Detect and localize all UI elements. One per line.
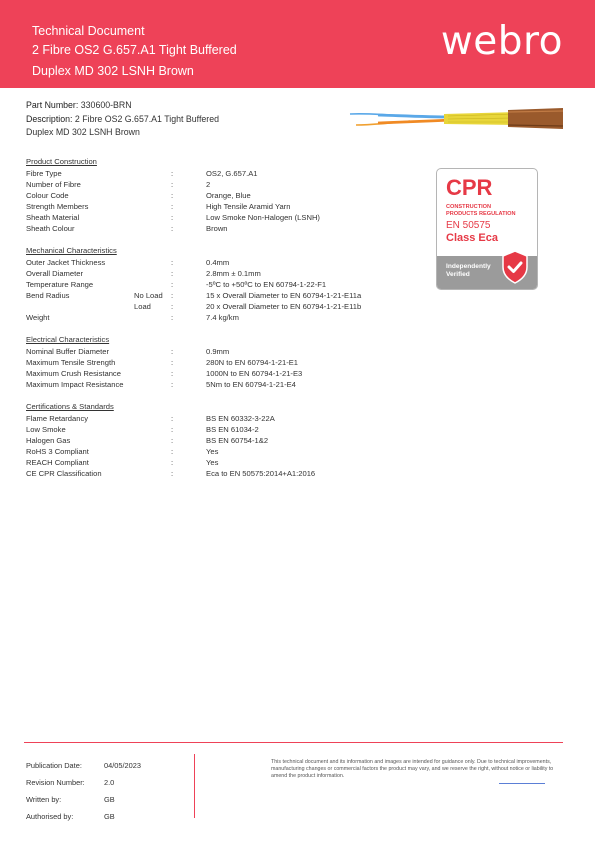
colon: :: [171, 414, 174, 423]
spec-value: Yes: [206, 447, 219, 456]
footer-vertical-divider: [194, 754, 195, 818]
colon: :: [171, 447, 174, 456]
description-line2: Duplex MD 302 LSNH Brown: [26, 127, 140, 137]
colon: :: [171, 469, 174, 478]
colon: :: [171, 169, 174, 178]
spec-value: High Tensile Aramid Yarn: [206, 202, 291, 211]
spec-key: Low Smoke: [26, 425, 66, 434]
spec-row: [26, 312, 239, 323]
cpr-standard: EN 50575: [446, 220, 491, 231]
spec-row: [26, 357, 299, 368]
spec-row: [26, 268, 261, 279]
spec-key: Colour Code: [26, 191, 69, 200]
colon: :: [171, 380, 174, 389]
spec-row: [26, 301, 362, 312]
spec-value: 280N to EN 60794-1-21-E1: [206, 358, 299, 367]
disclaimer: This technical document and its information and images are intended for guidance only. Due to technical improvements, manufacturing changes or commercial factors the product may vary, and we reserve the right, without notice or liability to amend the product information.: [271, 759, 554, 780]
cpr-subtitle: [446, 204, 516, 218]
spec-key: Number of Fibre: [26, 180, 81, 189]
spec-row: [26, 179, 211, 190]
written-value: GB: [104, 795, 115, 804]
spec-row: [26, 190, 251, 201]
spec-value: -5ºC to +50ºC to EN 60794-1-22-F1: [206, 280, 327, 289]
spec-key: Maximum Tensile Strength: [26, 358, 116, 367]
colon: :: [171, 180, 174, 189]
cpr-subtitle-line1: CONSTRUCTION: [446, 204, 492, 210]
section-title: Product Construction: [26, 157, 97, 166]
revision-value: 2.0: [104, 778, 115, 787]
cable-image: [348, 103, 563, 135]
spec-row: [26, 446, 219, 457]
spec-row: [26, 368, 303, 379]
section-title: Electrical Characteristics: [26, 335, 110, 344]
colon: :: [171, 369, 174, 378]
spec-key: Sheath Material: [26, 213, 80, 222]
spec-value: Brown: [206, 224, 228, 233]
spec-key: Maximum Impact Resistance: [26, 380, 124, 389]
colon: :: [171, 202, 174, 211]
cpr-verified-text: [446, 263, 491, 279]
spec-value: OS2, G.657.A1: [206, 169, 258, 178]
spec-row: [26, 424, 259, 435]
spec-value: 7.4 kg/km: [206, 313, 239, 322]
spec-key: RoHS 3 Compliant: [26, 447, 89, 456]
colon: :: [171, 224, 174, 233]
cpr-subtitle-line2: PRODUCTS REGULATION: [446, 211, 516, 217]
colon: :: [171, 425, 174, 434]
spec-row: [26, 279, 327, 290]
spec-key: Overall Diameter: [26, 269, 83, 278]
colon: :: [171, 436, 174, 445]
cpr-badge-top: [437, 169, 537, 255]
spec-row: [26, 468, 316, 479]
footer-divider: [24, 742, 563, 743]
section-title: Certifications & Standards: [26, 402, 114, 411]
part-number-label: Part Number:: [26, 100, 79, 110]
colon: :: [171, 258, 174, 267]
publication-value: 04/05/2023: [104, 761, 141, 770]
document-title-line2: Duplex MD 302 LSNH Brown: [32, 64, 194, 78]
shield-check-icon: [500, 249, 530, 285]
spec-key: Temperature Range: [26, 280, 94, 289]
description-line1: 2 Fibre OS2 G.657.A1 Tight Buffered: [74, 113, 219, 124]
part-info: [26, 99, 219, 140]
spec-row: [26, 346, 230, 357]
spec-row: [26, 290, 362, 301]
authorised-value: GB: [104, 812, 115, 821]
spec-value: Yes: [206, 458, 219, 467]
colon: :: [171, 458, 174, 467]
spec-key: Sheath Colour: [26, 224, 75, 233]
spec-value: Eca to EN 50575:2014+A1:2016: [206, 469, 316, 478]
spec-key: REACH Compliant: [26, 458, 89, 467]
publication-label: Publication Date:: [26, 761, 82, 770]
spec-value: BS EN 61034-2: [206, 425, 259, 434]
colon: :: [171, 302, 174, 311]
part-number: 330600-BRN: [80, 100, 132, 110]
section-certifications: [26, 401, 316, 479]
spec-subkey: Load: [134, 302, 151, 311]
spec-key: Bend Radius: [26, 291, 70, 300]
spec-row: [26, 257, 230, 268]
section-mechanical: [26, 245, 362, 323]
cpr-title: CPR: [446, 175, 493, 200]
webro-logo: webro: [440, 19, 563, 64]
header-banner: [0, 0, 595, 88]
spec-key: Strength Members: [26, 202, 89, 211]
section-product-construction: [26, 156, 320, 234]
spec-row: [26, 413, 275, 424]
cpr-verified-line2: Verified: [446, 271, 470, 278]
authorised-label: Authorised by:: [26, 812, 74, 821]
spec-value: 5Nm to EN 60794-1-21-E4: [206, 380, 296, 389]
spec-key: Outer Jacket Thickness: [26, 258, 106, 267]
spec-value: BS EN 60754-1&2: [206, 436, 269, 445]
cpr-class: Class Eca: [446, 232, 498, 244]
spec-row: [26, 435, 269, 446]
spec-key: Fibre Type: [26, 169, 62, 178]
description-label: Description:: [26, 113, 73, 124]
spec-row: [26, 457, 219, 468]
spec-key: Nominal Buffer Diameter: [26, 347, 110, 356]
disclaimer-link-line: [499, 783, 545, 784]
spec-value: 2.8mm ± 0.1mm: [206, 269, 261, 278]
section-electrical: [26, 334, 303, 390]
document-title-line1: 2 Fibre OS2 G.657.A1 Tight Buffered: [32, 43, 237, 57]
spec-key: CE CPR Classification: [26, 469, 102, 478]
colon: :: [171, 347, 174, 356]
spec-subkey: No Load: [134, 291, 163, 300]
spec-value: BS EN 60332-3-22A: [206, 414, 275, 423]
spec-key: Flame Retardancy: [26, 414, 89, 423]
colon: :: [171, 269, 174, 278]
spec-row: [26, 212, 320, 223]
spec-row: [26, 379, 296, 390]
written-label: Written by:: [26, 795, 62, 804]
spec-row: [26, 201, 291, 212]
document-type: Technical Document: [32, 24, 145, 38]
spec-row: [26, 223, 228, 234]
spec-row: [26, 168, 258, 179]
spec-value: Low Smoke Non-Halogen (LSNH): [206, 213, 320, 222]
spec-value: Orange, Blue: [206, 191, 251, 200]
spec-value: 0.4mm: [206, 258, 230, 267]
cpr-verified-line1: Independently: [446, 263, 491, 270]
spec-key: Weight: [26, 313, 50, 322]
colon: :: [171, 213, 174, 222]
section-title: Mechanical Characteristics: [26, 246, 117, 255]
spec-value: 15 x Overall Diameter to EN 60794-1-21-E11a: [206, 291, 362, 300]
colon: :: [171, 191, 174, 200]
spec-key: Halogen Gas: [26, 436, 71, 445]
spec-value: 0.9mm: [206, 347, 230, 356]
spec-value: 20 x Overall Diameter to EN 60794-1-21-E11b: [206, 302, 362, 311]
revision-label: Revision Number:: [26, 778, 85, 787]
colon: :: [171, 313, 174, 322]
spec-key: Maximum Crush Resistance: [26, 369, 121, 378]
colon: :: [171, 358, 174, 367]
colon: :: [171, 291, 174, 300]
spec-value: 2: [206, 180, 211, 189]
colon: :: [171, 280, 174, 289]
spec-value: 1000N to EN 60794-1-21-E3: [206, 369, 303, 378]
cpr-badge: [436, 168, 538, 290]
